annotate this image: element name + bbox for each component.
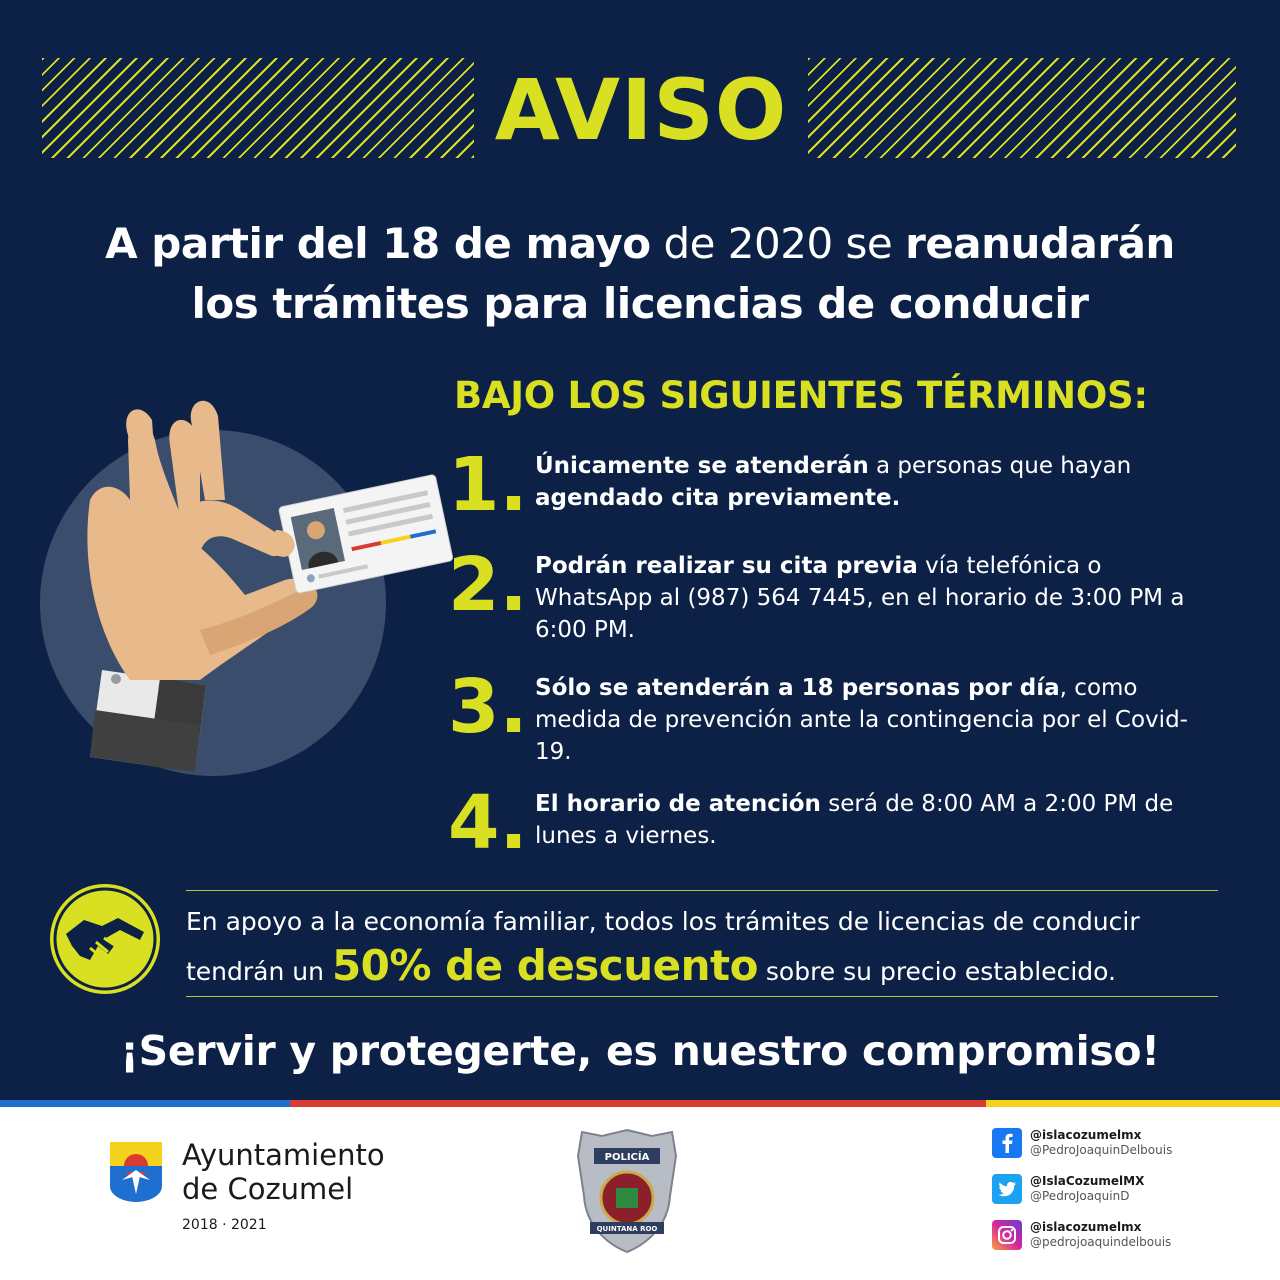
term-text: Podrán realizar su cita previa vía telefónica o WhatsApp al (987) 564 7445, en el horario de 3:00 PM a 6:00 PM. bbox=[535, 553, 1185, 643]
svg-text:QUINTANA ROO: QUINTANA ROO bbox=[596, 1225, 658, 1233]
police-badge-icon bbox=[572, 1126, 682, 1256]
headline bbox=[40, 214, 1240, 334]
headline-date: A partir del 18 de mayo bbox=[105, 219, 651, 268]
term-number: 4. bbox=[448, 780, 528, 866]
divider-bottom bbox=[186, 996, 1218, 997]
ayuntamiento-logo-icon bbox=[108, 1140, 164, 1204]
hatch-decoration-right bbox=[808, 58, 1236, 158]
notice-title: AVISO bbox=[494, 61, 788, 159]
headline-line-2: los trámites para licencias de conducir bbox=[191, 279, 1089, 328]
headline-line-1 bbox=[40, 214, 1240, 274]
term-text: Sólo se atenderán a 18 personas por día, como medida de prevención ante la contingencia por el Covid-19. bbox=[535, 675, 1188, 765]
term-text: Únicamente se atenderán a personas que hayan agendado cita previamente. bbox=[535, 453, 1132, 511]
ayuntamiento-name: Ayuntamiento de Cozumel bbox=[182, 1138, 385, 1206]
term-item-1 bbox=[448, 442, 1228, 560]
facebook-link[interactable]: @islacozumelmx @PedroJoaquinDelbouis bbox=[992, 1128, 1252, 1162]
facebook-icon bbox=[992, 1128, 1022, 1158]
instagram-icon bbox=[992, 1220, 1022, 1250]
term-item-4 bbox=[448, 780, 1228, 898]
term-number: 3. bbox=[448, 664, 528, 750]
term-number: 1. bbox=[448, 442, 528, 528]
discount-highlight: 50% de descuento bbox=[331, 941, 758, 990]
divider-top bbox=[186, 890, 1218, 891]
slogan: ¡Servir y protegerte, es nuestro compromiso! bbox=[120, 1027, 1160, 1075]
discount-notice bbox=[186, 900, 1226, 994]
twitter-link[interactable]: @IslaCozumelMX @PedroJoaquinD bbox=[992, 1174, 1252, 1208]
headline-resume: reanudarán bbox=[905, 219, 1175, 268]
administration-years: 2018 · 2021 bbox=[182, 1217, 267, 1233]
discount-line-1: En apoyo a la economía familiar, todos los trámites de licencias de conducir bbox=[186, 907, 1140, 936]
handshake-icon bbox=[50, 884, 160, 994]
hand-holding-license-illustration bbox=[40, 380, 460, 800]
flag-stripe-blue bbox=[0, 1100, 290, 1107]
flag-stripe-yellow bbox=[986, 1100, 1280, 1107]
term-item-3 bbox=[448, 664, 1228, 782]
term-item-2 bbox=[448, 542, 1228, 660]
discount-line-2: tendrán un 50% de descuento sobre su precio establecido. bbox=[186, 941, 1116, 990]
hatch-decoration-left bbox=[42, 58, 474, 158]
svg-text:POLICÍA: POLICÍA bbox=[604, 1152, 650, 1163]
instagram-link[interactable]: @islacozumelmx @pedrojoaquindelbouis bbox=[992, 1220, 1252, 1254]
headline-year: de 2020 se bbox=[650, 219, 906, 268]
term-number: 2. bbox=[448, 542, 528, 628]
term-text: El horario de atención será de 8:00 AM a 2:00 PM de lunes a viernes. bbox=[535, 791, 1174, 849]
twitter-icon bbox=[992, 1174, 1022, 1204]
terms-title: BAJO LOS SIGUIENTES TÉRMINOS: bbox=[454, 374, 1148, 417]
flag-stripe-red bbox=[290, 1100, 986, 1107]
